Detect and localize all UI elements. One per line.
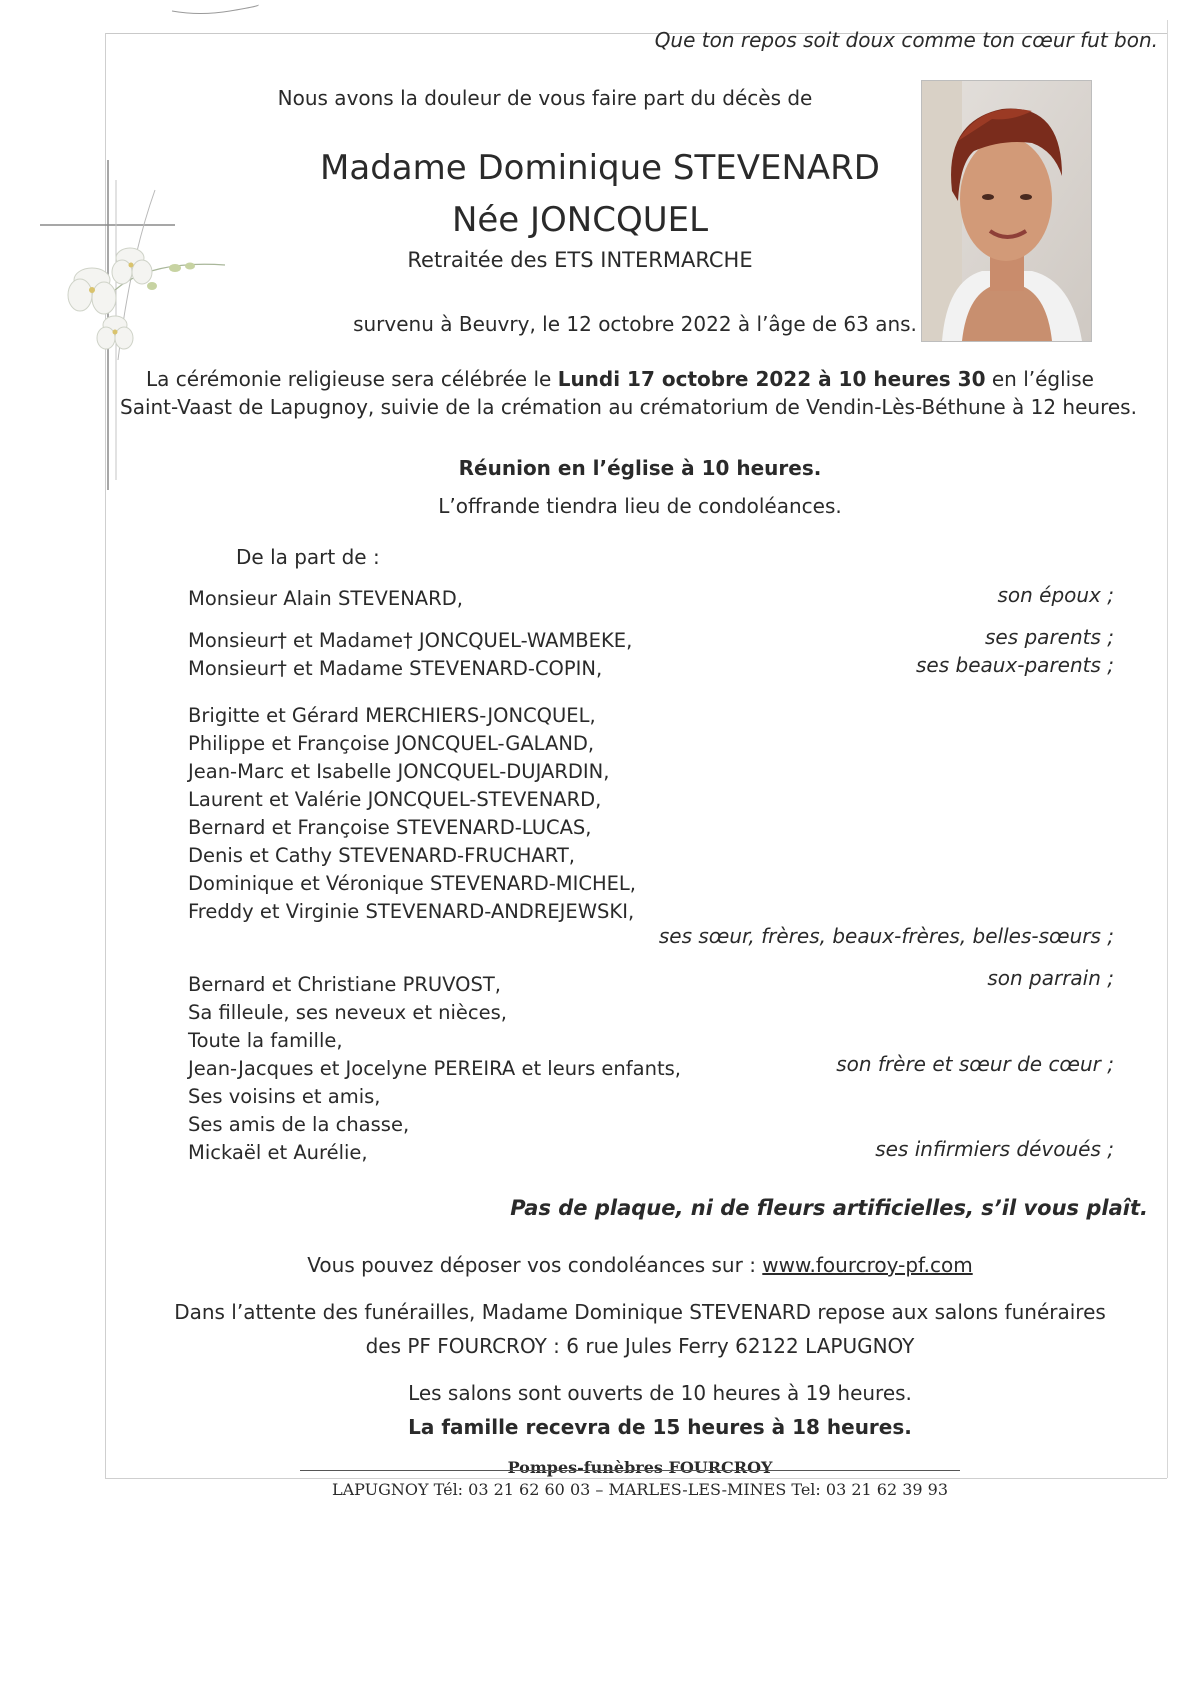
family-reception-hours: La famille recevra de 15 heures à 18 heures. [408, 1415, 912, 1439]
family-member: Toute la famille, [188, 1029, 343, 1052]
ceremony-line-1 [120, 367, 1120, 391]
family-member: Jean-Marc et Isabelle JONCQUEL-DUJARDIN, [188, 760, 610, 783]
reunion-notice: Réunion en l’église à 10 heures. [458, 456, 822, 480]
ceremony-line-2: Saint-Vaast de Lapugnoy, suivie de la crémation au crématorium de Vendin-Lès-Béthune à 12 heures. [120, 395, 1137, 419]
relation-label: son parrain ; [987, 966, 1114, 990]
death-notice: survenu à Beuvry, le 12 octobre 2022 à l’âge de 63 ans. [353, 312, 917, 336]
funeral-home-name: Pompes-funèbres FOURCROY [507, 1458, 773, 1477]
family-member: Bernard et Christiane PRUVOST, [188, 973, 501, 996]
offering-notice: L’offrande tiendra lieu de condoléances. [438, 494, 842, 518]
funeral-home-contact: LAPUGNOY Tél: 03 21 62 60 03 – MARLES-LES-MINES Tel: 03 21 62 39 93 [331, 1480, 949, 1499]
deceased-occupation: Retraitée des ETS INTERMARCHE [407, 248, 753, 272]
family-member: Laurent et Valérie JONCQUEL-STEVENARD, [188, 788, 602, 811]
condolences-link[interactable]: www.fourcroy-pf.com [762, 1253, 973, 1277]
ceremony-text-a: La cérémonie religieuse sera célébrée le [146, 367, 558, 391]
from-label: De la part de : [236, 545, 380, 569]
ceremony-date: Lundi 17 octobre 2022 à 10 heures 30 [557, 367, 986, 391]
epigraph: Que ton repos soit doux comme ton cœur fut bon. [654, 28, 1158, 52]
family-member: Bernard et Françoise STEVENARD-LUCAS, [188, 816, 592, 839]
family-member: Ses amis de la chasse, [188, 1113, 410, 1136]
deceased-maiden-name: Née JONCQUEL [451, 200, 709, 240]
scan-mark [170, 2, 260, 16]
family-member: Monsieur† et Madame† JONCQUEL-WAMBEKE, [188, 629, 633, 652]
deceased-name: Madame Dominique STEVENARD [320, 148, 880, 188]
ceremony-text-b: en l’église [985, 367, 1094, 391]
family-member: Philippe et Françoise JONCQUEL-GALAND, [188, 732, 595, 755]
family-member: Dominique et Véronique STEVENARD-MICHEL, [188, 872, 636, 895]
waiting-line-1: Dans l’attente des funérailles, Madame Dominique STEVENARD repose aux salons funéraires [174, 1300, 1106, 1324]
condolences-text: Vous pouvez déposer vos condoléances sur : [307, 1253, 763, 1277]
family-member: Denis et Cathy STEVENARD-FRUCHART, [188, 844, 575, 867]
relation-label: son époux ; [997, 583, 1114, 607]
salons-hours: Les salons sont ouverts de 10 heures à 19 heures. [408, 1381, 912, 1405]
frame-right-line [1167, 20, 1168, 1478]
family-member: Freddy et Virginie STEVENARD-ANDREJEWSKI, [188, 900, 635, 923]
family-member: Brigitte et Gérard MERCHIERS-JONCQUEL, [188, 704, 596, 727]
family-member: Monsieur Alain STEVENARD, [188, 587, 463, 610]
footer-divider [300, 1470, 960, 1471]
waiting-line-2: des PF FOURCROY : 6 rue Jules Ferry 62122 LAPUGNOY [365, 1334, 915, 1358]
relation-label: ses sœur, frères, beaux-frères, belles-sœurs ; [658, 924, 1114, 948]
relation-label: ses beaux-parents ; [916, 653, 1114, 677]
condolences-line [120, 1253, 1160, 1277]
no-plaque-notice: Pas de plaque, ni de fleurs artificielles, s’il vous plaît. [510, 1196, 1148, 1220]
family-member: Jean-Jacques et Jocelyne PEREIRA et leurs enfants, [188, 1057, 681, 1080]
family-member: Sa filleule, ses neveux et nièces, [188, 1001, 508, 1024]
family-member: Monsieur† et Madame STEVENARD-COPIN, [188, 657, 603, 680]
family-member: Mickaël et Aurélie, [188, 1141, 368, 1164]
announcement: Nous avons la douleur de vous faire part du décès de [277, 86, 813, 110]
relation-label: ses infirmiers dévoués ; [875, 1137, 1114, 1161]
relation-label: son frère et sœur de cœur ; [836, 1052, 1114, 1076]
family-member: Ses voisins et amis, [188, 1085, 381, 1108]
relation-label: ses parents ; [984, 625, 1114, 649]
